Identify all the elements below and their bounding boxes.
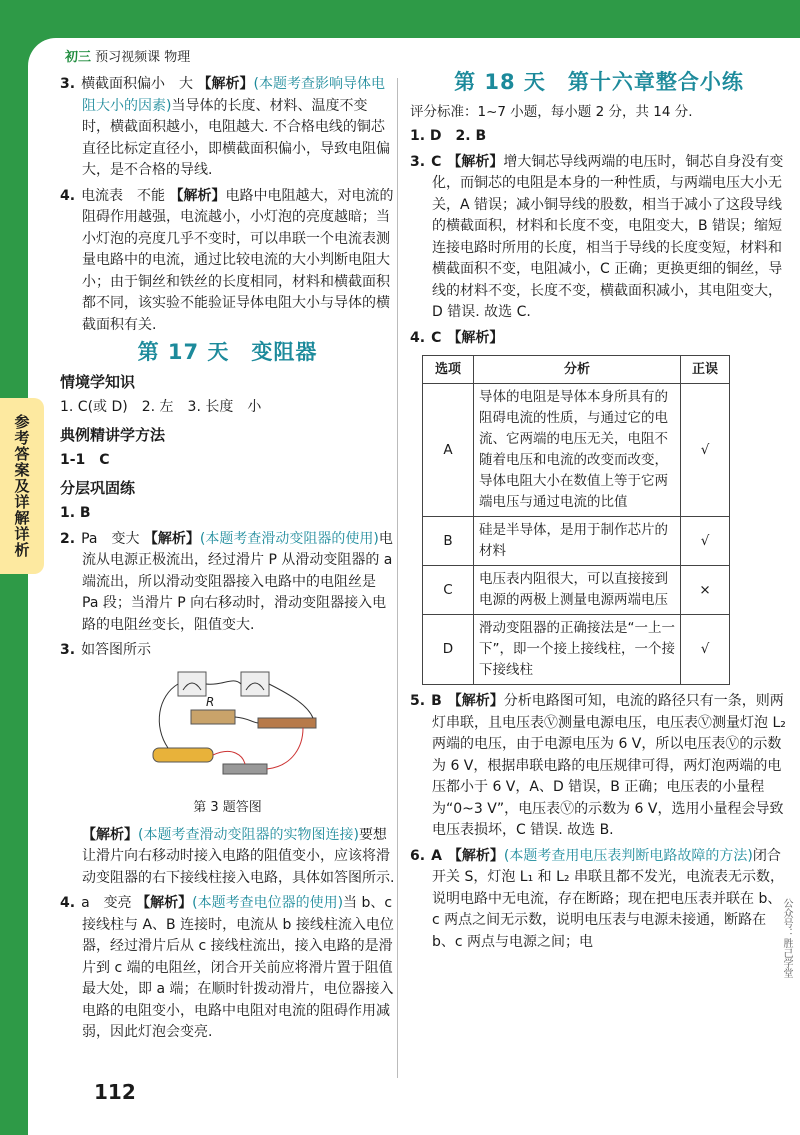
right-column	[410, 66, 788, 957]
answer-q3: 3. 横截面积偏小 大 【解析】(本题考查影响导体电阻大小的因素)当导体的长度、材料、温度不变时，横截面积越小，电阻越大. 不合格电线的铜芯直径比标定直径小，即横截面积偏小，导致电阻偏大，是不合格的导线.	[60, 76, 390, 178]
answer-line: 1. D 2. B	[410, 128, 487, 144]
page-number: 112	[94, 1080, 136, 1104]
page	[28, 38, 800, 1135]
answer-f4: 4. a 变亮 【解析】(本题考查电位器的使用)当 b、c 接线柱与 A、B 连接时，电流从 b 接线柱流入电位器，经过滑片后从 c 接线柱流出，接入电路的是滑片到 c 端的电阻丝，闭合开关前应将滑片置于阻值最大处，即 a 端；在顺时针拨动滑片，电位器接入电路的电阻变小，电路中电阻对电流的阻碍作用减弱，因此灯泡会变亮.	[60, 895, 394, 1040]
answer-f3: 3. 如答图所示	[60, 642, 152, 658]
header-lead: 初三	[65, 50, 92, 65]
answer-f3-analysis: 【解析】(本题考查滑动变阻器的实物图连接)要想让滑片向右移动时接入电路的阻值变小，应该将滑动变阻器的右下接线柱接入电路，具体如答图所示.	[82, 826, 395, 886]
answer-q4: 4. 电流表 不能 【解析】电路中电阻越大，对电流的阻碍作用越强，电流越小，小灯泡的亮度越暗；当小灯泡的亮度几乎不变时，可以串联一个电流表测量电路中的电流，通过比较电流的大小判断电阻大小；由于铜丝和铁丝的长度相同，材料和横截面积都不同，该实验不能验证导体电阻大小与导体的横截面积有关.	[60, 187, 394, 333]
page-header	[65, 46, 190, 65]
table-row: C 电压表内阻很大，可以直接接到电源的两极上测量电源两端电压 ×	[423, 566, 730, 615]
answer-r6: 6. A 【解析】(本题考查用电压表判断电路故障的方法)闭合开关 S，灯泡 L₁ 和 L₂ 串联且都不发光，电流表无示数，说明电路中无电流，存在断路；现在把电压表并联在 b、c 两点之间无示数，说明电压表与电源未接通，断路在 b、c 两点与电源之间；电	[410, 847, 784, 950]
table-header-row: 选项 分析 正误	[423, 356, 730, 384]
figure-caption: 第 3 题答图	[193, 800, 262, 815]
answer-line: 1. B	[60, 505, 91, 521]
day18-title: 第 18 天 第十六章整合小练	[454, 70, 744, 94]
score-rule: 评分标准：1~7 小题，每小题 2 分，共 14 分.	[410, 103, 693, 120]
day17-title: 第 17 天 变阻器	[137, 340, 318, 364]
answer-line: 1-1 C	[60, 452, 110, 468]
section-heading: 分层巩固练	[60, 478, 136, 497]
resistor-label: R	[205, 694, 214, 709]
answer-r3: 3. C 【解析】增大铜芯导线两端的电压时，铜芯自身没有变化，而铜芯的电阻是本身的一种性质，与两端电压大小无关，A 错误；减小铜导线的股数，相当于减小了这段导线的横截面积，材料和长度不变，电阻变大，B 错误；缩短连接电路时所用的长度，相当于导线的长度变短，材料和横截面积不变，电阻减小，C 正确；更换更细的铜丝，导线的材料不变，长度不变，横截面积减小，其电阻变大，D 错误. 故选 C.	[410, 153, 784, 320]
answer-f2: 2. Pa 变大 【解析】(本题考查滑动变阻器的使用)电流从电源正极流出，经过滑片 P 从滑动变阻器的 a 端流出，所以滑动变阻器接入电路中的电阻丝是 Pa 段；当滑片 P 向右移动时，滑动变阻器接入电路的电阻丝变长，阻值变大.	[60, 530, 393, 633]
answer-r4: 4. C 【解析】	[410, 329, 504, 346]
left-column	[60, 74, 395, 1048]
answer-line: 1. C(或 D) 2. 左 3. 长度 小	[60, 399, 262, 415]
table-row: B 硅是半导体，是用于制作芯片的材料 √	[423, 517, 730, 566]
circuit-figure	[60, 666, 395, 794]
column-divider	[397, 78, 398, 1078]
analysis-table	[422, 355, 730, 685]
table-row: A 导体的电阻是导体本身所具有的阻碍电流的性质，与通过它的电流、它两端的电压无关，电阻不随着电压和电流的改变而改变，导体电阻大小在数值上等于它两端电压与通过电流的比值 √	[423, 384, 730, 517]
answer-r5: 5. B 【解析】分析电路图可知，电流的路径只有一条，则两灯串联，且电压表Ⓥ测量电源电压，电压表Ⓥ测量灯泡 L₂ 两端的电压，由于电源电压为 6 V，所以电压表Ⓥ的示数为 6 V，根据串联电路的电压规律可得，两灯泡两端的电压都小于 6 V，A、D 错误，B 正确；电压表的小量程为“0~3 V”，电压表Ⓥ的示数为 6 V，选用小量程会导致电压表损坏，C 错误. 故选 B.	[410, 693, 786, 838]
section-heading: 情境学知识	[60, 372, 136, 391]
header-title: 预习视频课 物理	[91, 50, 191, 65]
table-row: D 滑动变阻器的正确接法是“一上一下”，即一个接上接线柱，一个接下接线柱 √	[423, 615, 730, 685]
answer-side-tab: 参考答案及详解详析	[0, 398, 44, 574]
watermark: 公众号：胜己学堂	[781, 898, 792, 978]
section-heading: 典例精讲学方法	[60, 425, 166, 444]
